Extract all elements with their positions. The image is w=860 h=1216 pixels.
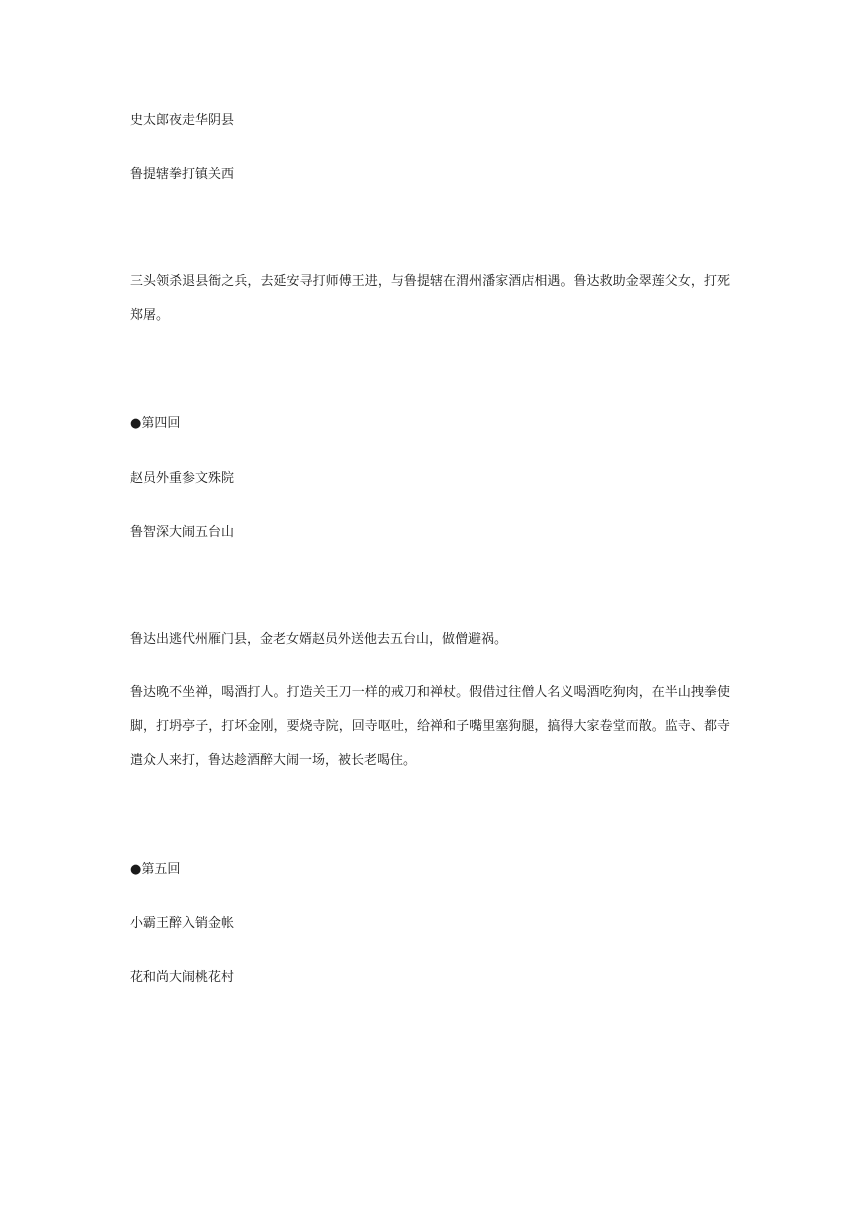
chapter-3-summary: 三头领杀退县衙之兵，去延安寻打师傅王进，与鲁提辖在渭州潘家酒店相遇。鲁达救助金翠莲父女，打死郑屠。 xyxy=(130,274,730,323)
chapter-4-summary-2: 鲁达晚不坐禅，喝酒打人。打造关王刀一样的戒刀和禅杖。假借过往僧人名义喝酒吃狗肉，在半山拽拳使脚，打坍亭子，打坏金刚，要烧寺院，回寺呕吐，给禅和子嘴里塞狗腿，搞得大家卷堂而散。监寺、都寺遣众人来打，鲁达趁酒醉大闹一场，被长老喝住。 xyxy=(130,685,730,768)
chapter-4-heading: ●第四回 xyxy=(130,416,181,431)
chapter-5-title-line-2: 花和尚大闹桃花村 xyxy=(130,970,235,985)
chapter-3-title-line-2: 鲁提辖拳打镇关西 xyxy=(130,167,235,182)
chapter-3-title-line-1: 史太郎夜走华阴县 xyxy=(130,113,235,128)
chapter-5-heading: ●第五回 xyxy=(130,862,181,877)
chapter-4-title-line-2: 鲁智深大闹五台山 xyxy=(130,525,235,540)
chapter-5-title-line-1: 小霸王醉入销金帐 xyxy=(130,916,235,931)
chapter-4-summary-1: 鲁达出逃代州雁门县，金老女婿赵员外送他去五台山，做僧避祸。 xyxy=(130,632,508,647)
chapter-4-title-line-1: 赵员外重参文殊院 xyxy=(130,471,235,486)
